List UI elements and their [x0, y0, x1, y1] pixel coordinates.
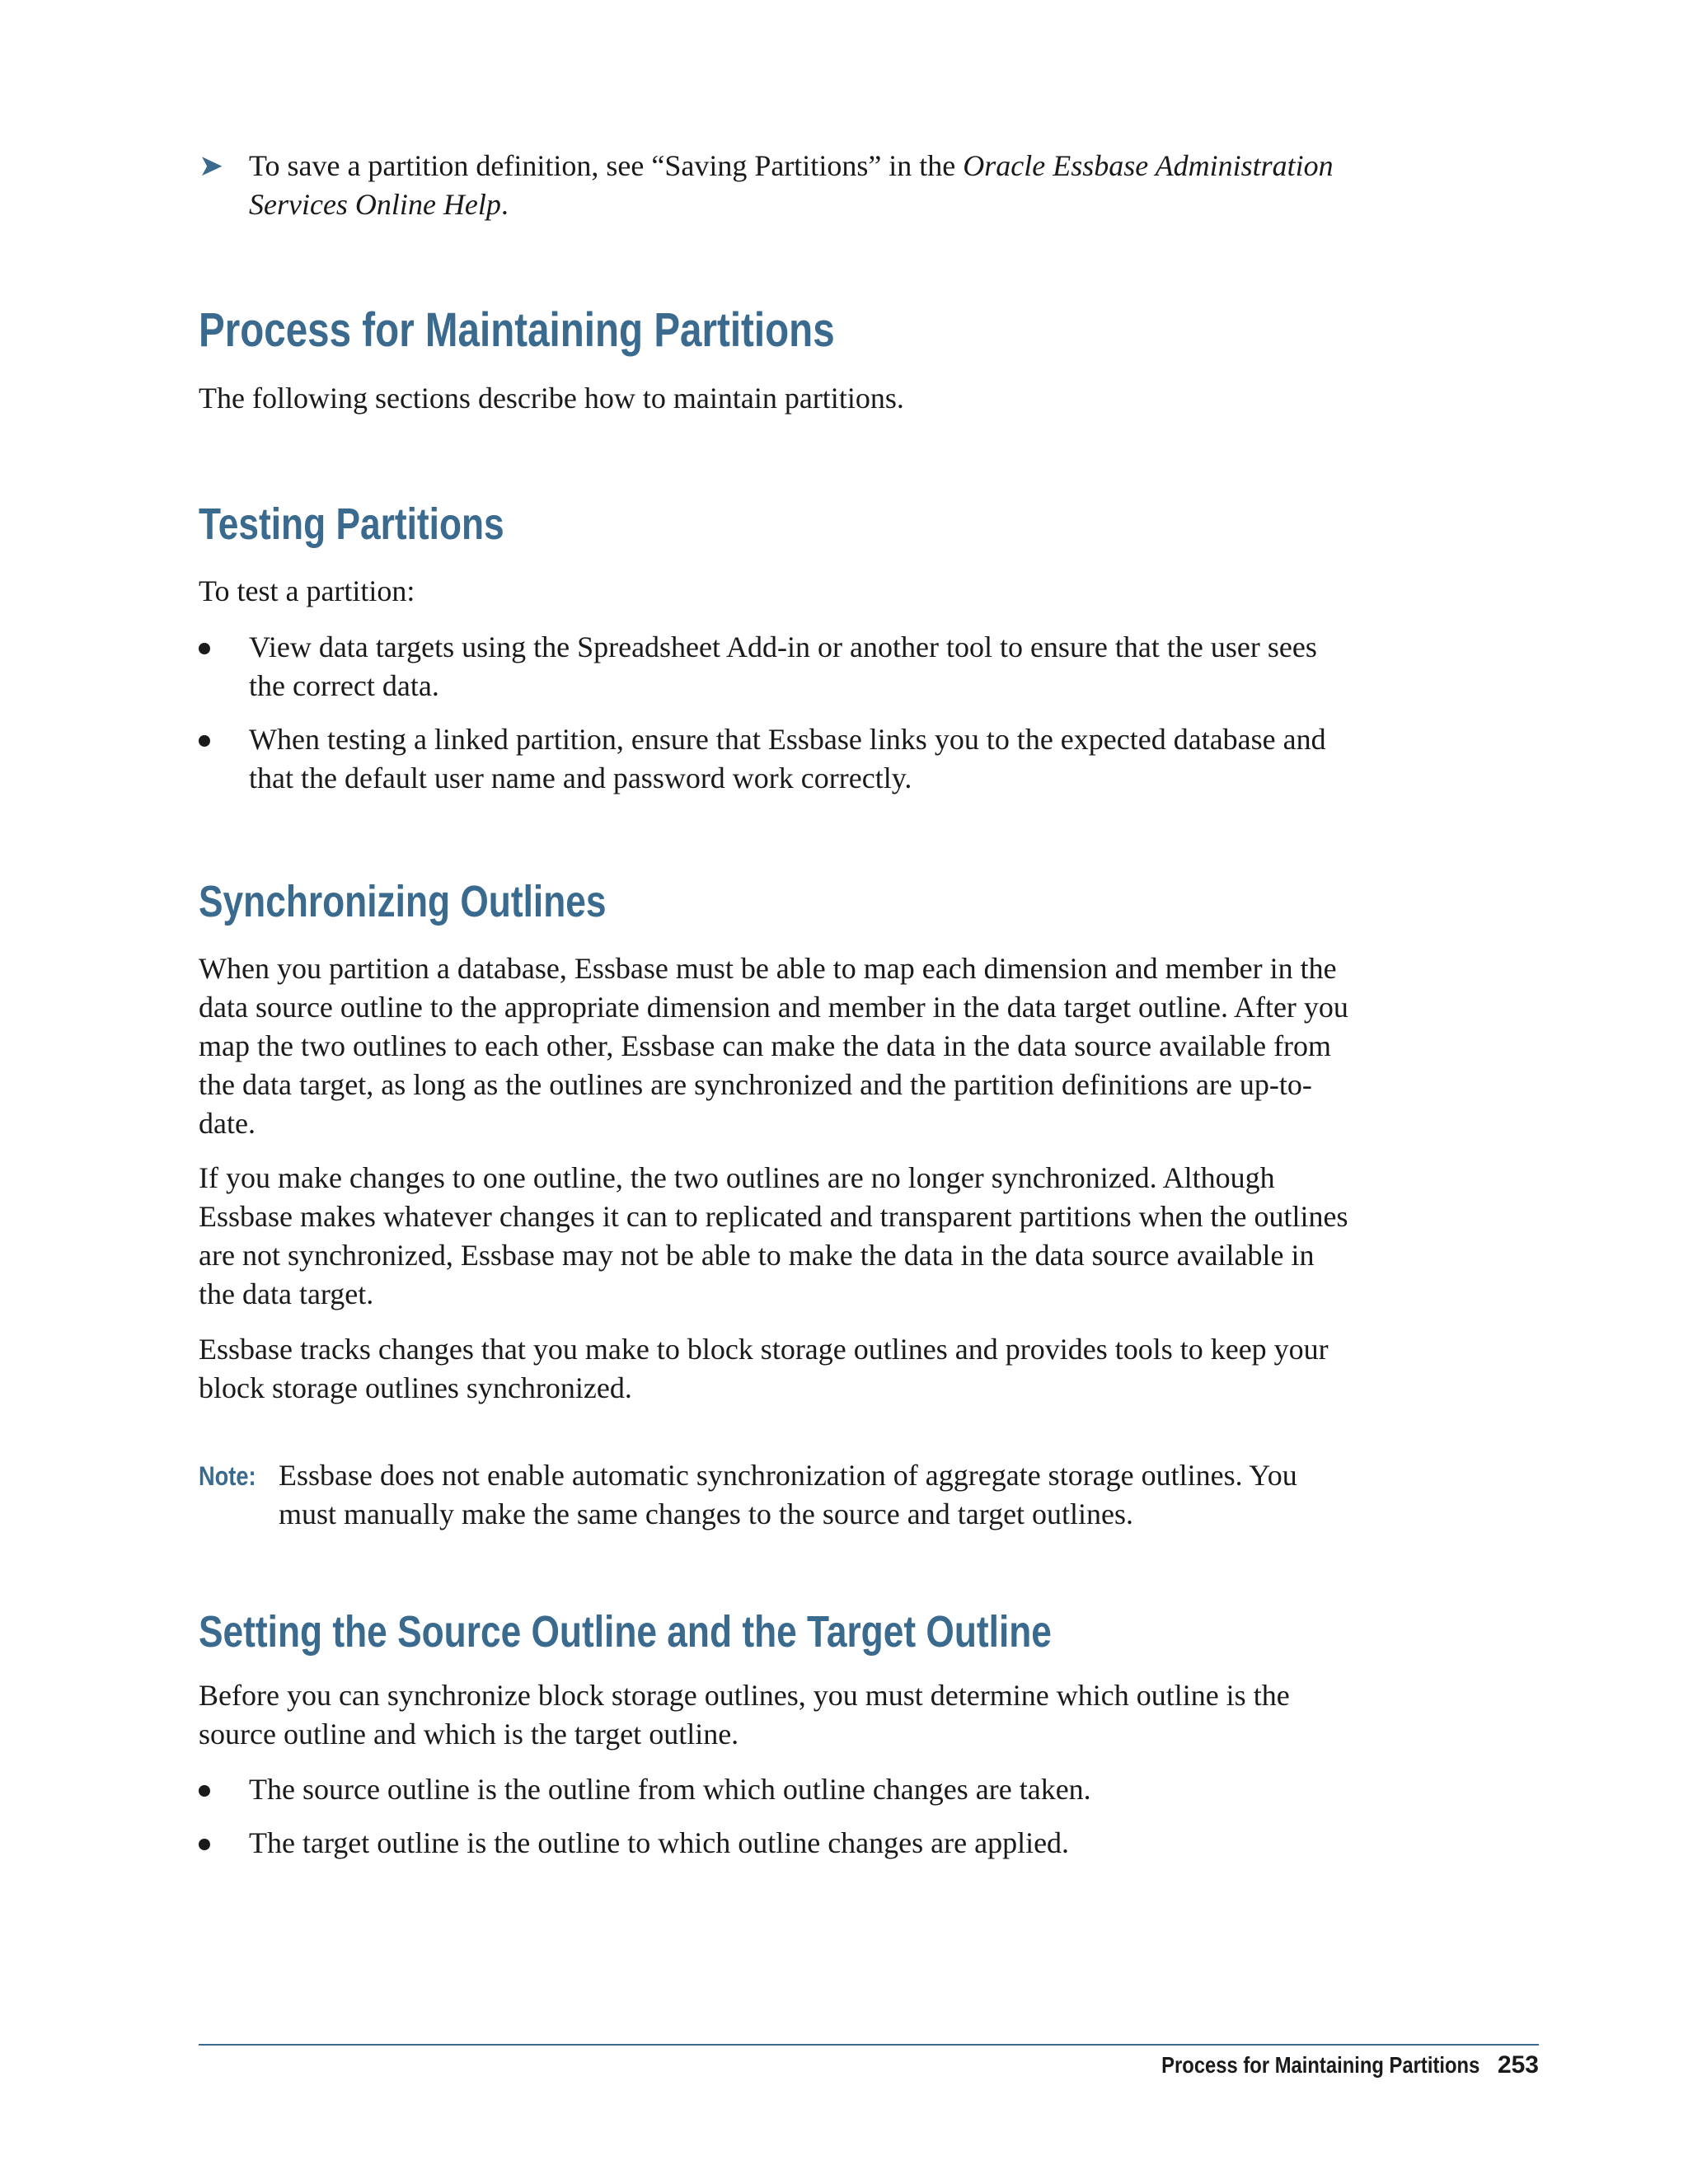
note-label: Note:: [199, 1461, 256, 1491]
sync-paragraph-1: When you partition a database, Essbase must be able to map each dimension and member in the data source outline to the appropriate dimension and member in the data target outline. After you map the two outlines to each other, Essbase can make the data in the data source available from the data target, as long as the outlines are synchronized and the partition definitions are up-to-date.: [199, 952, 1348, 1140]
section-title-maintaining: Process for Maintaining Partitions: [199, 303, 835, 357]
footer-divider: [199, 2044, 1539, 2046]
bullet-icon: [199, 1785, 210, 1797]
setting-bullet-list: [199, 1770, 1353, 1863]
section-title-testing: Testing Partitions: [199, 499, 504, 549]
sync-paragraph-3: Essbase tracks changes that you make to block storage outlines and provides tools to keep your block storage outlines synchronized.: [199, 1333, 1329, 1404]
section-title-synchronizing: Synchronizing Outlines: [199, 877, 607, 926]
list-item: The target outline is the outline to which outline changes are applied.: [199, 1824, 1353, 1863]
help-reference: Oracle Essbase Administration Services Online Help: [249, 149, 1334, 221]
footer-title: Process for Maintaining Partitions: [1160, 2052, 1479, 2078]
section-intro-maintaining: The following sections describe how to maintain partitions.: [199, 382, 904, 415]
procedure-step: [199, 147, 1353, 224]
note-block: [199, 1456, 1353, 1534]
procedure-arrow-icon: ➤: [199, 149, 224, 183]
procedure-text: To save a partition definition, see “Saving Partitions” in the Oracle Essbase Administration Services Online Help.: [249, 149, 1334, 221]
testing-intro: To test a partition:: [199, 574, 415, 607]
page-footer: [1105, 2049, 1539, 2082]
page-number: 253: [1497, 2051, 1539, 2079]
list-item: View data targets using the Spreadsheet Add-in or another tool to ensure that the user sees the correct data.: [199, 628, 1353, 705]
bullet-icon: [199, 735, 210, 747]
note-text: Essbase does not enable automatic synchronization of aggregate storage outlines. You must manually make the same changes to the source and target outlines.: [279, 1459, 1297, 1530]
bullet-icon: [199, 643, 210, 654]
setting-intro: Before you can synchronize block storage outlines, you must determine which outline is the source outline and which is the target outline.: [199, 1679, 1290, 1750]
bullet-icon: [199, 1839, 210, 1850]
section-title-setting: Setting the Source Outline and the Target Outline: [199, 1607, 1052, 1657]
sync-paragraph-2: If you make changes to one outline, the two outlines are no longer synchronized. Although Essbase makes whatever changes it can to replicated and transparent partitions when the outlines are not synchronized, Essbase may not be able to make the data in the data source available in the data target.: [199, 1161, 1348, 1310]
list-item: When testing a linked partition, ensure that Essbase links you to the expected database and that the default user name and password work correctly.: [199, 720, 1353, 798]
testing-bullet-list: [199, 628, 1353, 798]
list-item: The source outline is the outline from which outline changes are taken.: [199, 1770, 1353, 1809]
